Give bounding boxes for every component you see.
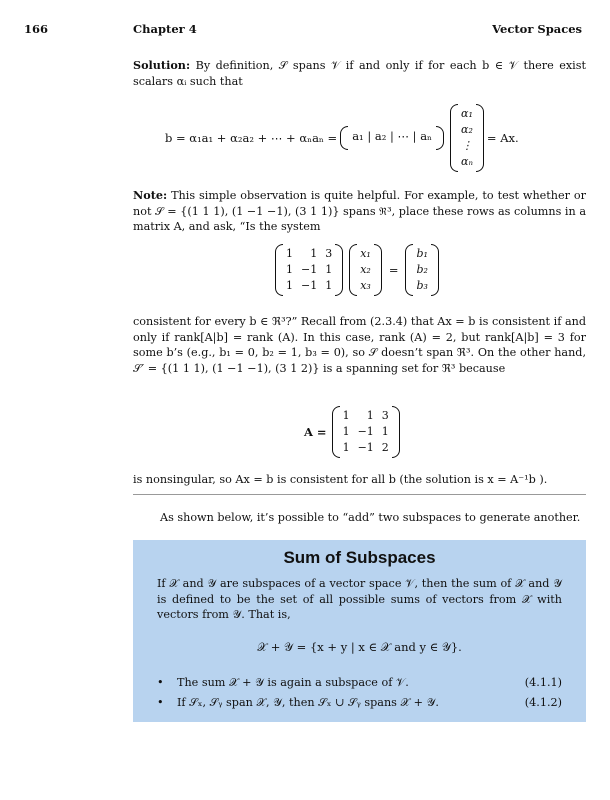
column-block-matrix bbox=[340, 126, 444, 150]
equation-b-equals-ax bbox=[165, 104, 519, 172]
eq1-lhs: b = α₁a₁ + α₂a₂ + ⋯ + αₙaₙ = bbox=[165, 131, 338, 145]
section-title: Vector Spaces bbox=[492, 22, 582, 36]
x-entry: x₃ bbox=[360, 279, 371, 292]
alpha-entry: αₙ bbox=[461, 155, 473, 168]
list-item bbox=[157, 696, 562, 710]
matrix-a bbox=[332, 406, 400, 458]
matrix-entry: 1 bbox=[286, 263, 293, 276]
matrix-entry: 2 bbox=[381, 441, 389, 454]
solution-paragraph bbox=[133, 58, 586, 89]
box-title: Sum of Subspaces bbox=[283, 548, 436, 567]
alpha-entry: α₁ bbox=[461, 107, 473, 120]
note-paragraph bbox=[133, 188, 586, 235]
equation-reference: (4.1.1) bbox=[524, 676, 562, 689]
b-entry: b₁ bbox=[416, 247, 428, 260]
b-entry: b₃ bbox=[416, 279, 428, 292]
matrix-entry: 3 bbox=[325, 247, 333, 260]
eq1-rhs: = Ax. bbox=[486, 131, 519, 145]
chapter-title: Chapter 4 bbox=[133, 22, 197, 36]
list-item bbox=[157, 676, 562, 690]
bullet-text: If 𝒮ₓ, 𝒮ᵧ span 𝒳, 𝒴, then 𝒮ₓ ∪ 𝒮ᵧ spans 𝒳 + 𝒴. bbox=[177, 696, 439, 709]
matrix-entry: 1 bbox=[325, 263, 333, 276]
matrix-a-equation bbox=[304, 406, 403, 458]
coefficient-matrix bbox=[275, 244, 343, 296]
alpha-entry: α₂ bbox=[461, 123, 473, 136]
equals-sign: = bbox=[388, 263, 399, 277]
note-text: This simple observation is quite helpful. For example, to test whether or not 𝒮 = {(1 1 1), (1 −1 −1), (3 1 1)} spans ℜ³, place these rows as columns in a matrix A, and ask, “Is the system bbox=[133, 189, 587, 233]
box-definition-text: If 𝒳 and 𝒴 are subspaces of a vector space 𝒱, then the sum of 𝒳 and 𝒴 is defined to be the set of all possible sums of vectors from 𝒳 with vectors from 𝒴. That is, bbox=[157, 577, 562, 621]
bullet-mark: • bbox=[157, 676, 164, 689]
matrix-entry: −1 bbox=[357, 425, 374, 438]
system-equation bbox=[272, 244, 442, 296]
matrix-entry: 1 bbox=[342, 409, 350, 422]
matrix-entry: −1 bbox=[301, 279, 318, 292]
matrix-entry: 1 bbox=[325, 279, 333, 292]
matrix-entry: −1 bbox=[301, 263, 318, 276]
matrix-entry: −1 bbox=[357, 441, 374, 454]
solution-text: By definition, 𝒮 spans 𝒱 if and only if for each b ∈ 𝒱 there exist scalars αᵢ such that bbox=[133, 59, 586, 88]
intro-sentence: As shown below, it’s possible to “add” two subspaces to generate another. bbox=[160, 511, 581, 524]
matrix-entry: 3 bbox=[381, 409, 389, 422]
x-vector bbox=[349, 244, 382, 296]
b-vector bbox=[405, 244, 438, 296]
alpha-entry: ⋮ bbox=[461, 139, 473, 152]
column-block: a₁ | a₂ | ⋯ | aₙ bbox=[352, 129, 433, 143]
consistency-paragraph: consistent for every b ∈ ℜ³?” Recall from (2.3.4) that Ax = b is consistent if and only if rank[A|b] = rank (A). In this case, rank (A) = 2, but rank[A|b] = 3 for some b’s (e.g., b₁ = 0, b₂ = 1, b₃ = 0), so 𝒮 doesn’t span ℜ³. On the other hand, 𝒮′ = {(1 1 1), (1 −1 −1), (3 1 2)} is a spanning set for ℜ³ because bbox=[133, 315, 586, 375]
bullet-mark: • bbox=[157, 696, 164, 709]
alpha-vector bbox=[450, 104, 484, 172]
matrix-entry: 1 bbox=[286, 247, 293, 260]
matrix-entry: 1 bbox=[381, 425, 389, 438]
x-entry: x₁ bbox=[360, 247, 371, 260]
matrix-entry: 1 bbox=[286, 279, 293, 292]
x-entry: x₂ bbox=[360, 263, 371, 276]
sum-equation: 𝒳 + 𝒴 = {x + y | x ∈ 𝒳 and y ∈ 𝒴}. bbox=[257, 640, 462, 654]
nonsingular-paragraph: is nonsingular, so Ax = b is consistent for all b (the solution is x = A⁻¹b ). bbox=[133, 473, 548, 486]
horizontal-divider bbox=[133, 494, 586, 495]
equation-reference: (4.1.2) bbox=[524, 696, 562, 709]
definition-box bbox=[133, 540, 586, 722]
solution-label: Solution: bbox=[133, 58, 191, 72]
bullet-text: The sum 𝒳 + 𝒴 is again a subspace of 𝒱. bbox=[177, 676, 409, 689]
matrix-entry: 1 bbox=[366, 409, 374, 422]
b-entry: b₂ bbox=[416, 263, 428, 276]
matrix-entry: 1 bbox=[310, 247, 318, 260]
note-label: Note: bbox=[133, 188, 168, 202]
matrix-entry: 1 bbox=[342, 441, 350, 454]
eq3-lhs: A = bbox=[304, 425, 327, 439]
page-number: 166 bbox=[24, 22, 49, 36]
matrix-entry: 1 bbox=[342, 425, 350, 438]
